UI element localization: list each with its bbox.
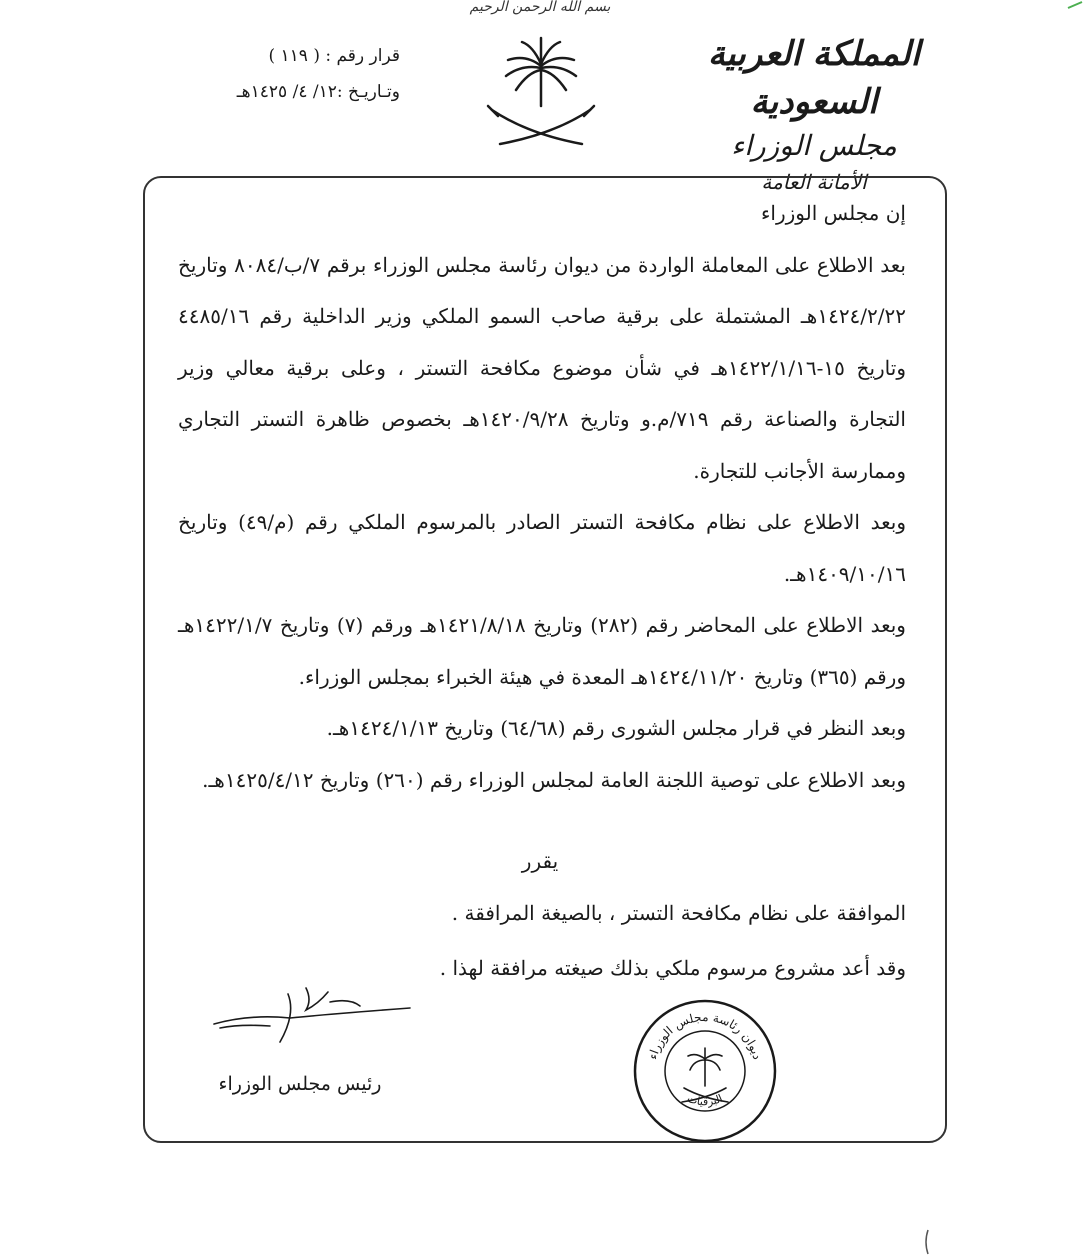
decision-items [178,886,906,996]
decision-date: وتـاريـخ :١٢/ ٤/ ١٤٢٥هـ [236,82,400,102]
reference-block [150,38,400,110]
page-edge-mark-icon [918,1228,938,1255]
signature-icon [210,984,420,1054]
official-seal-icon [630,996,780,1146]
paragraph-shura: وبعد النظر في قرار مجلس الشورى رقم (٦٤/٦٨) وتاريخ ١٤٢٤/١/١٣هـ. [326,716,906,740]
seal-ring-text: ديوان رئاسة مجلس الوزراء [645,1009,765,1062]
decision-number: قرار رقم : ( ١١٩ ) [268,46,400,66]
signatory-title: رئيس مجلس الوزراء [218,1073,382,1095]
decision-body [178,188,906,806]
palm-and-swords-icon [478,36,604,154]
paragraph-correspondence: بعد الاطلاع على المعاملة الواردة من ديوان رئاسة مجلس الوزراء برقم ٧/ب/٨٠٨٤ وتاريخ ١٤٢٤/٢/٢٢هـ المشتملة على برقية صاحب السمو الملكي وزير الداخلية رقم ٤٤٨٥/١٦ وتاريخ ١٥-١٤٢٢/١/١٦هـ في شأن موضوع مكافحة التستر ، وعلى برقية معالي وزير التجارة والصناعة رقم ٧١٩/م.و وتاريخ ١٤٢٠/٩/٢٨هـ بخصوص ظاهرة التستر التجاري وممارسة الأجانب للتجارة. [178,252,906,483]
decision-heading: يقرر [521,849,559,873]
secretariat-name: الأمانة العامة [761,170,867,194]
preamble: إن مجلس الوزراء [761,201,906,225]
decision-item-decree-draft: وقد أعد مشروع مرسوم ملكي بذلك صيغته مرافقة لهذا . [439,956,906,980]
paragraph-royal-decree: وبعد الاطلاع على نظام مكافحة التستر الصادر بالمرسوم الملكي رقم (م/٤٩) وتاريخ ١٤٠٩/١٠/١٦هـ. [178,510,906,586]
basmala: بسم الله الرحمن الرحيم [469,0,611,15]
decision-item-approval: الموافقة على نظام مكافحة التستر ، بالصيغة المرافقة . [451,901,906,925]
corner-mark-icon [1066,0,1084,10]
council-name: مجلس الوزراء [731,129,897,162]
paragraph-committee: وبعد الاطلاع على توصية اللجنة العامة لمجلس الوزراء رقم (٢٦٠) وتاريخ ١٤٢٥/٤/١٢هـ. [202,767,906,792]
letterhead [674,30,954,198]
paragraph-minutes: وبعد الاطلاع على المحاضر رقم (٢٨٢) وتاريخ ١٤٢١/٨/١٨هـ ورقم (٧) وتاريخ ١٤٢٢/١/٧هـ ورقم (٣٦٥) وتاريخ ١٤٢٤/١١/٢٠هـ المعدة في هيئة الخبراء بمجلس الوزراء. [178,613,906,689]
kingdom-name: المملكة العربية السعودية [707,34,921,122]
seal-bottom-text: البرقيات [685,1091,725,1109]
